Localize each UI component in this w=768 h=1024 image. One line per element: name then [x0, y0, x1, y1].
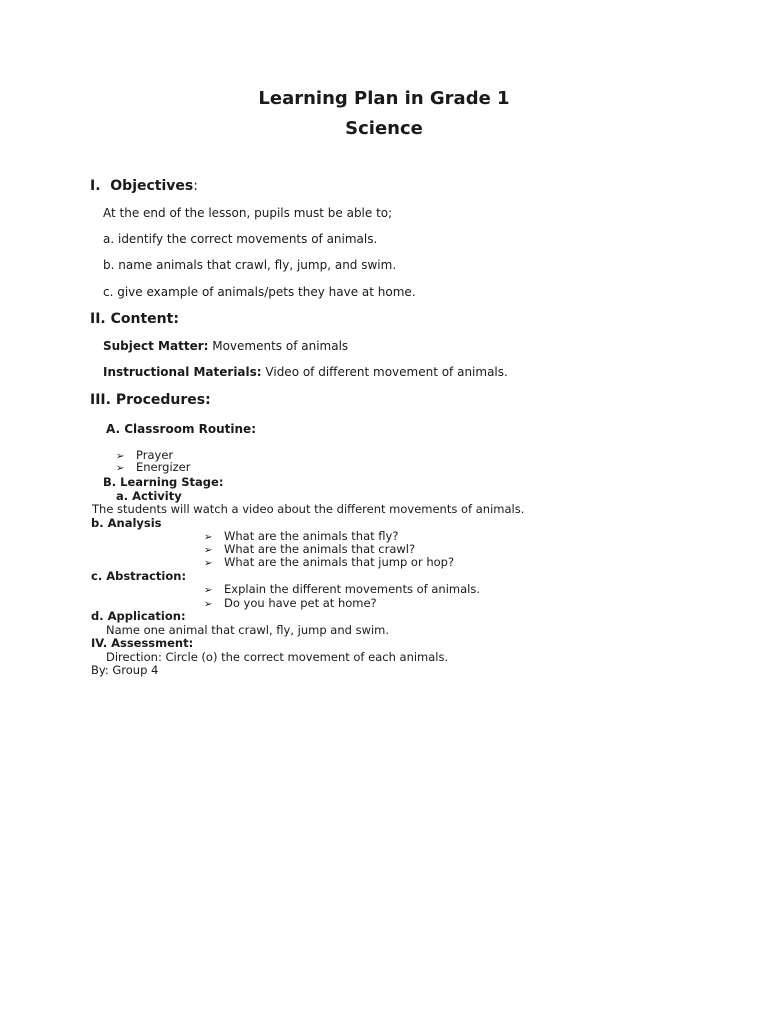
- list-item: [204, 555, 454, 569]
- routine-item-energizer: Energizer: [136, 460, 191, 474]
- page-title: Learning Plan in Grade 1: [258, 88, 510, 109]
- application-text: Name one animal that crawl, fly, jump and swim.: [106, 623, 390, 637]
- application-heading: d. Application:: [91, 609, 186, 623]
- assessment-direction: Direction: Circle (o) the correct movement of each animals.: [106, 650, 449, 664]
- objectives-label: Objectives: [110, 178, 194, 194]
- abstraction-item: Do you have pet at home?: [224, 596, 377, 610]
- page-subtitle: Science: [345, 118, 423, 139]
- instructional-materials-line: [103, 365, 508, 379]
- objective-item: c. give example of animals/pets they have at home.: [103, 285, 416, 299]
- instructional-materials-label: Instructional Materials:: [103, 365, 262, 379]
- subject-matter-value: Movements of animals: [208, 339, 349, 353]
- list-item: [204, 542, 415, 556]
- objectives-colon: :: [193, 178, 198, 194]
- objectives-roman: I.: [90, 178, 101, 194]
- abstraction-heading: c. Abstraction:: [91, 569, 187, 583]
- objective-item: a. identify the correct movements of animals.: [103, 232, 378, 246]
- routine-item-prayer: Prayer: [136, 448, 174, 462]
- arrow-bullet-icon: ➢: [116, 451, 125, 462]
- activity-heading: a. Activity: [116, 489, 182, 503]
- procedures-heading: III. Procedures:: [90, 392, 211, 408]
- analysis-question: What are the animals that fly?: [224, 529, 399, 543]
- objectives-heading: [90, 178, 198, 194]
- list-item: [204, 582, 480, 596]
- objectives-intro: At the end of the lesson, pupils must be able to;: [103, 206, 393, 220]
- objective-item: b. name animals that crawl, fly, jump, and swim.: [103, 258, 397, 272]
- abstraction-item: Explain the different movements of animals.: [224, 582, 480, 596]
- list-item: [204, 529, 398, 543]
- arrow-bullet-icon: ➢: [204, 558, 213, 569]
- analysis-heading: b. Analysis: [91, 516, 162, 530]
- content-heading: II. Content:: [90, 311, 179, 327]
- arrow-bullet-icon: ➢: [204, 532, 213, 543]
- arrow-bullet-icon: ➢: [204, 545, 213, 556]
- assessment-heading: IV. Assessment:: [91, 636, 194, 650]
- arrow-bullet-icon: ➢: [204, 599, 213, 610]
- activity-text: The students will watch a video about the different movements of animals.: [92, 502, 525, 516]
- list-item: [204, 596, 377, 610]
- analysis-question: What are the animals that jump or hop?: [224, 555, 455, 569]
- arrow-bullet-icon: ➢: [116, 463, 125, 474]
- author-line: By: Group 4: [91, 663, 159, 677]
- subject-matter-line: [103, 339, 348, 353]
- instructional-materials-value: Video of different movement of animals.: [261, 365, 508, 379]
- list-item: [116, 460, 191, 474]
- classroom-routine-heading: A. Classroom Routine:: [106, 422, 256, 436]
- analysis-question: What are the animals that crawl?: [224, 542, 416, 556]
- arrow-bullet-icon: ➢: [204, 585, 213, 596]
- learning-stage-heading: B. Learning Stage:: [103, 475, 224, 489]
- subject-matter-label: Subject Matter:: [103, 339, 209, 353]
